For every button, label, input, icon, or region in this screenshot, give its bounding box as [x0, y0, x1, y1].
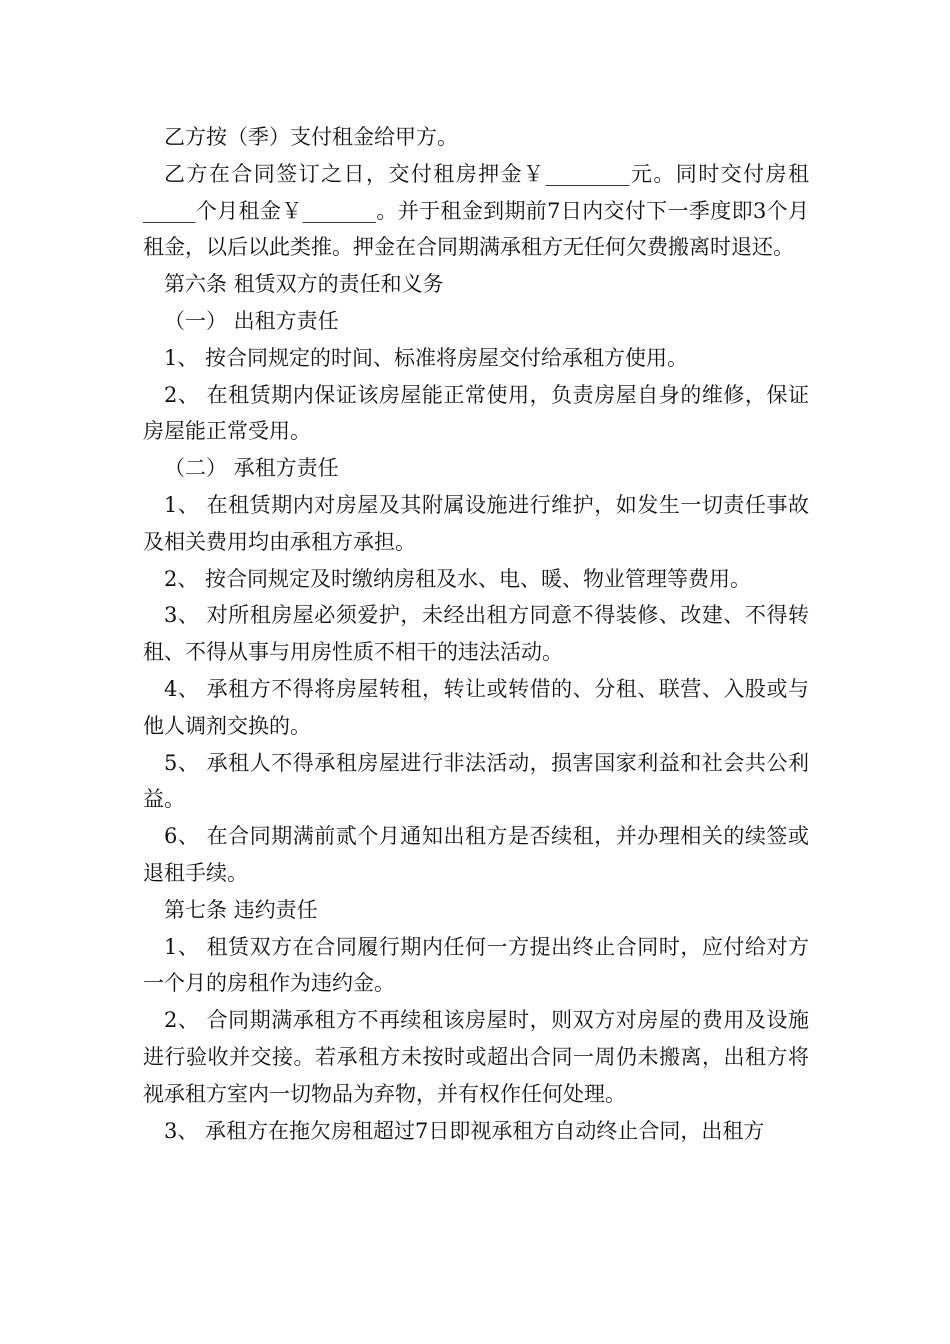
breach-clause-3: 3、 承租方在拖欠房租超过7日即视承租方自动终止合同，出租方 [164, 1118, 765, 1143]
lessee-duty-5: 5、 承租人不得承租房屋进行非法活动，损害国家利益和社会共公利益。 [143, 750, 809, 812]
article-7-heading: 第七条 违约责任 [164, 897, 318, 922]
paragraph-rent-payment: 乙方按（季）支付租金给甲方。 [164, 125, 458, 149]
lessee-duty-2: 2、 按合同规定及时缴纳房租及水、电、暖、物业管理等费用。 [164, 566, 752, 591]
breach-clause-2: 2、 合同期满承租方不再续租该房屋时，则双方对房屋的费用及设施进行验收并交接。若承租方未按时或超出合同一周仍未搬离，出租方将视承租方室内一切物品为弃物，并有权作任何处理。 [143, 1008, 809, 1106]
lessee-duty-6: 6、 在合同期满前贰个月通知出租方是否续租，并办理相关的续签或退租手续。 [143, 824, 809, 885]
lessee-duty-1: 1、 在租赁期内对房屋及其附属设施进行维护，如发生一切责任事故及相关费用均由承租方承担。 [143, 492, 809, 554]
paragraph-deposit: 乙方在合同签订之日，交付租房押金￥________元。同时交付房租_____个月租金￥_______。并于租金到期前7日内交付下一季度即3个月租金，以后以此类推。押金在合同期满承租方无任何欠费搬离时退还。 [143, 161, 809, 260]
article-6-heading: 第六条 租赁双方的责任和义务 [164, 272, 444, 297]
lessee-duties-heading: （二） 承租方责任 [164, 456, 339, 481]
breach-clause-1: 1、 租赁双方在合同履行期内任何一方提出终止合同时，应付给对方一个月的房租作为违约金。 [143, 934, 809, 996]
lessor-duty-2: 2、 在租赁期内保证该房屋能正常使用，负责房屋自身的维修，保证房屋能正常受用。 [143, 382, 809, 444]
lessor-duty-1: 1、 按合同规定的时间、标准将房屋交付给承租方使用。 [164, 345, 689, 370]
lessee-duty-3: 3、 对所租房屋必须爱护，未经出租方同意不得装修、改建、不得转租、不得从事与用房性质不相干的违法活动。 [143, 603, 809, 665]
document-body [143, 119, 809, 1149]
lessor-duties-heading: （一） 出租方责任 [164, 308, 339, 333]
lessee-duty-4: 4、 承租方不得将房屋转租，转让或转借的、分租、联营、入股或与他人调剂交换的。 [143, 676, 809, 738]
